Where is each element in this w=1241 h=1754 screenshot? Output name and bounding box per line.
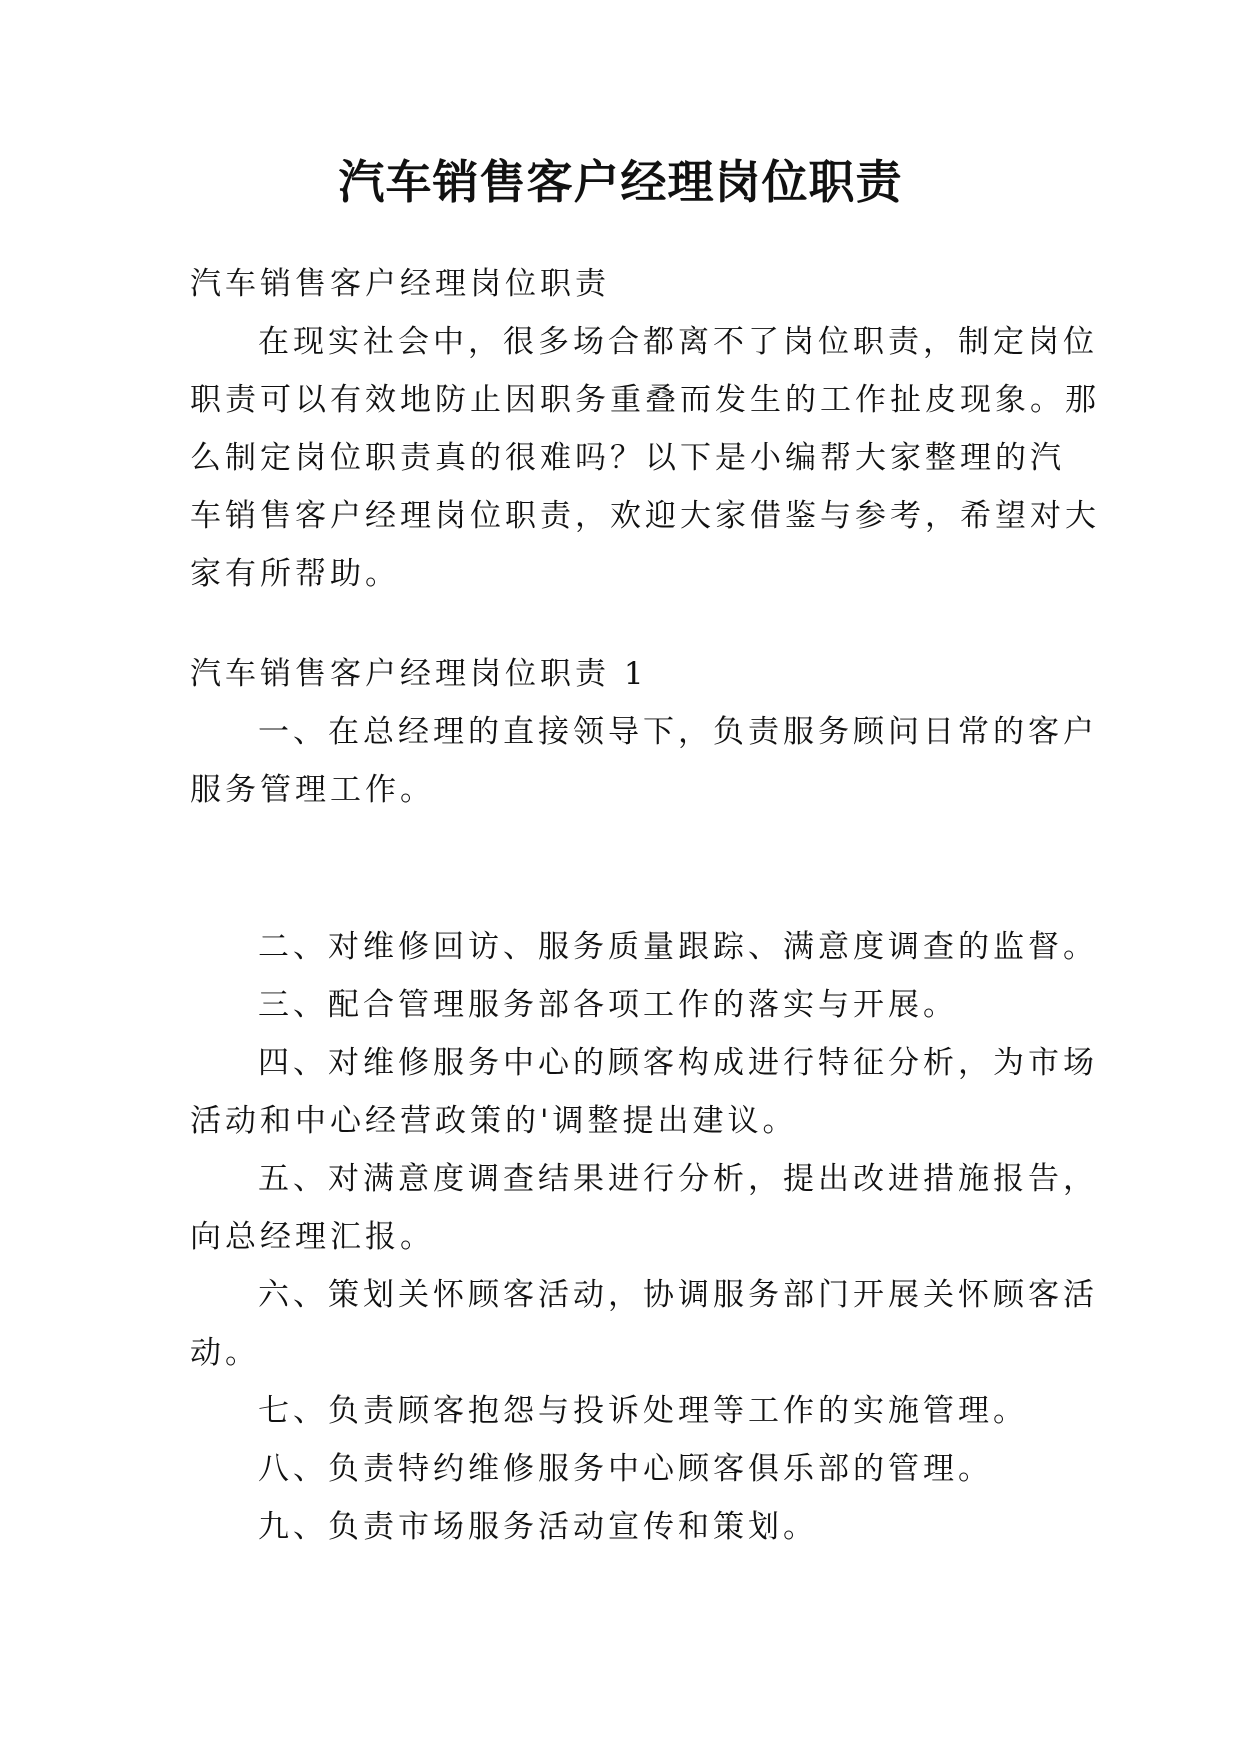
intro-line-4: 车销售客户经理岗位职责，欢迎大家借鉴与参考，希望对大	[190, 498, 1100, 534]
item-8: 八、负责特约维修服务中心顾客俱乐部的管理。	[258, 1451, 993, 1487]
intro-line-5: 家有所帮助。	[190, 556, 400, 592]
item-3: 三、配合管理服务部各项工作的落实与开展。	[258, 987, 958, 1023]
item-1-line-2: 服务管理工作。	[190, 772, 435, 808]
intro-line-1: 在现实社会中，很多场合都离不了岗位职责，制定岗位	[258, 324, 1098, 360]
document-title: 汽车销售客户经理岗位职责	[338, 155, 903, 209]
item-7: 七、负责顾客抱怨与投诉处理等工作的实施管理。	[258, 1393, 1028, 1429]
item-1-line-1: 一、在总经理的直接领导下，负责服务顾问日常的客户	[258, 714, 1098, 750]
item-2: 二、对维修回访、服务质量跟踪、满意度调查的监督。	[258, 929, 1098, 965]
item-5-line-2: 向总经理汇报。	[190, 1219, 435, 1255]
item-6-line-2: 动。	[190, 1335, 260, 1371]
document-subtitle: 汽车销售客户经理岗位职责	[190, 266, 610, 302]
item-6-line-1: 六、策划关怀顾客活动，协调服务部门开展关怀顾客活	[258, 1277, 1098, 1313]
item-4-line-1: 四、对维修服务中心的顾客构成进行特征分析，为市场	[258, 1045, 1098, 1081]
intro-line-3: 么制定岗位职责真的很难吗？以下是小编帮大家整理的汽	[190, 440, 1065, 476]
section-heading: 汽车销售客户经理岗位职责 1	[190, 656, 648, 692]
item-4-line-2: 活动和中心经营政策的'调整提出建议。	[190, 1103, 798, 1139]
item-9: 九、负责市场服务活动宣传和策划。	[258, 1509, 818, 1545]
intro-line-2: 职责可以有效地防止因职务重叠而发生的工作扯皮现象。那	[190, 382, 1100, 418]
item-5-line-1: 五、对满意度调查结果进行分析，提出改进措施报告，	[258, 1161, 1098, 1197]
